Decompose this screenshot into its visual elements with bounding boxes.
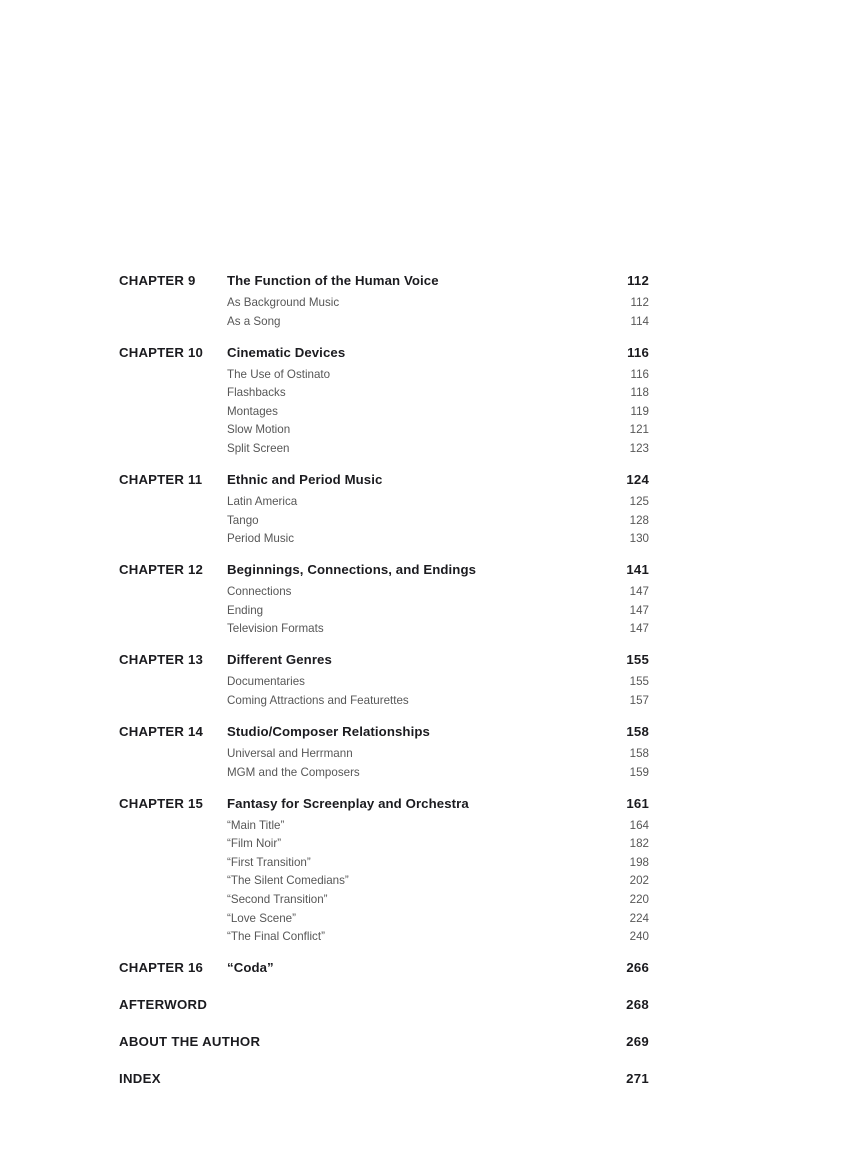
subentry-page-number: 164 (629, 818, 649, 832)
subentry-row[interactable] (119, 622, 649, 636)
subentry-title: Slow Motion (227, 423, 291, 437)
subentry-title: “The Final Conflict” (227, 930, 325, 944)
backmatter-row[interactable] (119, 995, 649, 1014)
subentry-page-number: 130 (629, 532, 649, 546)
page-number: 158 (626, 723, 649, 739)
subentry-page-number: 118 (630, 386, 649, 400)
subentry-row[interactable] (119, 495, 649, 509)
subentry-page-number: 158 (629, 746, 649, 760)
subentry-page-number: 202 (629, 874, 649, 888)
subentry-title: “Film Noir” (227, 837, 282, 851)
subentry-page-number: 155 (629, 675, 649, 689)
subentry-row[interactable] (119, 893, 649, 907)
chapter-title: Fantasy for Screenplay and Orchestra (227, 795, 469, 811)
page-number: 268 (626, 997, 649, 1013)
subentry-title: Television Formats (227, 622, 324, 636)
chapter-row[interactable] (119, 650, 649, 669)
subentry-title: “Main Title” (227, 818, 285, 832)
chapter-label: CHAPTER 11 (119, 471, 203, 487)
chapter-label: CHAPTER 12 (119, 562, 204, 578)
subentry-title: As Background Music (227, 296, 340, 309)
subentry-row[interactable] (119, 532, 649, 546)
subentry-page-number: 220 (629, 892, 649, 906)
subentry-row[interactable] (119, 368, 649, 382)
subentry-row[interactable] (119, 874, 649, 888)
subentry-row[interactable] (119, 930, 649, 944)
subentry-row[interactable] (119, 604, 649, 618)
subentry-title: Flashbacks (227, 386, 286, 400)
subentry-title: “Love Scene” (227, 911, 296, 925)
subentry-row[interactable] (119, 442, 649, 456)
subentry-title: Montages (227, 404, 278, 418)
subentry-row[interactable] (119, 405, 649, 419)
subentry-row[interactable] (119, 694, 649, 708)
page-number: 112 (627, 273, 649, 288)
page-number: 266 (626, 960, 649, 976)
subentry-page-number: 112 (630, 296, 649, 309)
subentry-title: Universal and Herrmann (227, 746, 353, 760)
subentry-title: Documentaries (227, 675, 305, 689)
backmatter-row[interactable] (119, 1069, 649, 1088)
subentry-page-number: 198 (629, 855, 649, 869)
chapter-row[interactable] (119, 794, 649, 813)
subentry-page-number: 159 (629, 765, 649, 779)
chapter-title: Beginnings, Connections, and Endings (227, 562, 477, 578)
chapter-row[interactable] (119, 560, 649, 579)
chapter-title: Cinematic Devices (227, 344, 346, 360)
subentry-row[interactable] (119, 837, 649, 851)
subentry-page-number: 123 (629, 441, 649, 455)
subentry-page-number: 224 (629, 911, 649, 925)
subentry-row[interactable] (119, 585, 649, 599)
subentry-title: Tango (227, 513, 259, 527)
subentry-row[interactable] (119, 856, 649, 870)
chapter-label: CHAPTER 10 (119, 344, 204, 360)
subentry-page-number: 147 (629, 603, 649, 617)
subentry-row[interactable] (119, 315, 649, 329)
subentry-title: “Second Transition” (227, 892, 328, 906)
backmatter-title: INDEX (119, 1071, 161, 1087)
subentry-title: Ending (227, 603, 264, 617)
page-number: 116 (627, 344, 649, 360)
subentry-page-number: 114 (630, 314, 649, 328)
subentry-page-number: 157 (629, 693, 649, 707)
subentry-row[interactable] (119, 514, 649, 528)
subentry-title: As a Song (227, 314, 281, 328)
page-number: 271 (626, 1071, 649, 1087)
table-of-contents (119, 271, 649, 1088)
subentry-title: Latin America (227, 494, 298, 508)
subentry-row[interactable] (119, 386, 649, 400)
chapter-label: CHAPTER 16 (119, 960, 204, 976)
subentry-page-number: 128 (629, 513, 649, 527)
backmatter-row[interactable] (119, 1032, 649, 1051)
subentry-page-number: 182 (629, 837, 649, 851)
page-number: 161 (626, 795, 649, 811)
chapter-label: CHAPTER 13 (119, 652, 204, 668)
subentry-page-number: 116 (630, 367, 649, 381)
subentry-page-number: 125 (629, 494, 649, 508)
chapter-label: CHAPTER 15 (119, 795, 204, 811)
subentry-title: “The Silent Comedians” (227, 874, 349, 888)
subentry-title: “First Transition” (227, 855, 311, 869)
subentry-title: Period Music (227, 532, 295, 546)
chapter-row[interactable] (119, 470, 649, 489)
subentry-row[interactable] (119, 747, 649, 761)
chapter-row[interactable] (119, 343, 649, 362)
subentry-row[interactable] (119, 819, 649, 833)
subentry-page-number: 147 (629, 585, 649, 599)
chapter-row[interactable] (119, 271, 649, 290)
subentry-page-number: 119 (630, 404, 649, 418)
subentry-title: The Use of Ostinato (227, 367, 331, 381)
subentry-page-number: 240 (629, 930, 649, 944)
subentry-page-number: 147 (629, 622, 649, 636)
subentry-title: MGM and the Composers (227, 765, 360, 779)
subentry-row[interactable] (119, 296, 649, 310)
subentry-title: Connections (227, 585, 292, 599)
backmatter-title: ABOUT THE AUTHOR (119, 1034, 261, 1050)
chapter-label: CHAPTER 14 (119, 723, 204, 739)
subentry-row[interactable] (119, 423, 649, 437)
page-number: 269 (626, 1034, 649, 1050)
chapter-title: The Function of the Human Voice (227, 273, 439, 288)
subentry-title: Split Screen (227, 441, 290, 455)
chapter-row[interactable] (119, 722, 649, 741)
page-number: 141 (626, 562, 649, 578)
subentry-row[interactable] (119, 766, 649, 780)
chapter-row[interactable] (119, 958, 649, 977)
backmatter-title: AFTERWORD (119, 997, 208, 1013)
chapter-title: Studio/Composer Relationships (227, 723, 430, 739)
subentry-row[interactable] (119, 912, 649, 926)
chapter-title: “Coda” (227, 960, 274, 976)
subentry-title: Coming Attractions and Featurettes (227, 693, 409, 707)
subentry-row[interactable] (119, 675, 649, 689)
subentry-page-number: 121 (629, 423, 649, 437)
chapter-title: Ethnic and Period Music (227, 471, 383, 487)
page-number: 155 (626, 652, 649, 668)
chapter-title: Different Genres (227, 652, 332, 668)
chapter-label: CHAPTER 9 (119, 273, 196, 288)
page-number: 124 (626, 471, 649, 487)
